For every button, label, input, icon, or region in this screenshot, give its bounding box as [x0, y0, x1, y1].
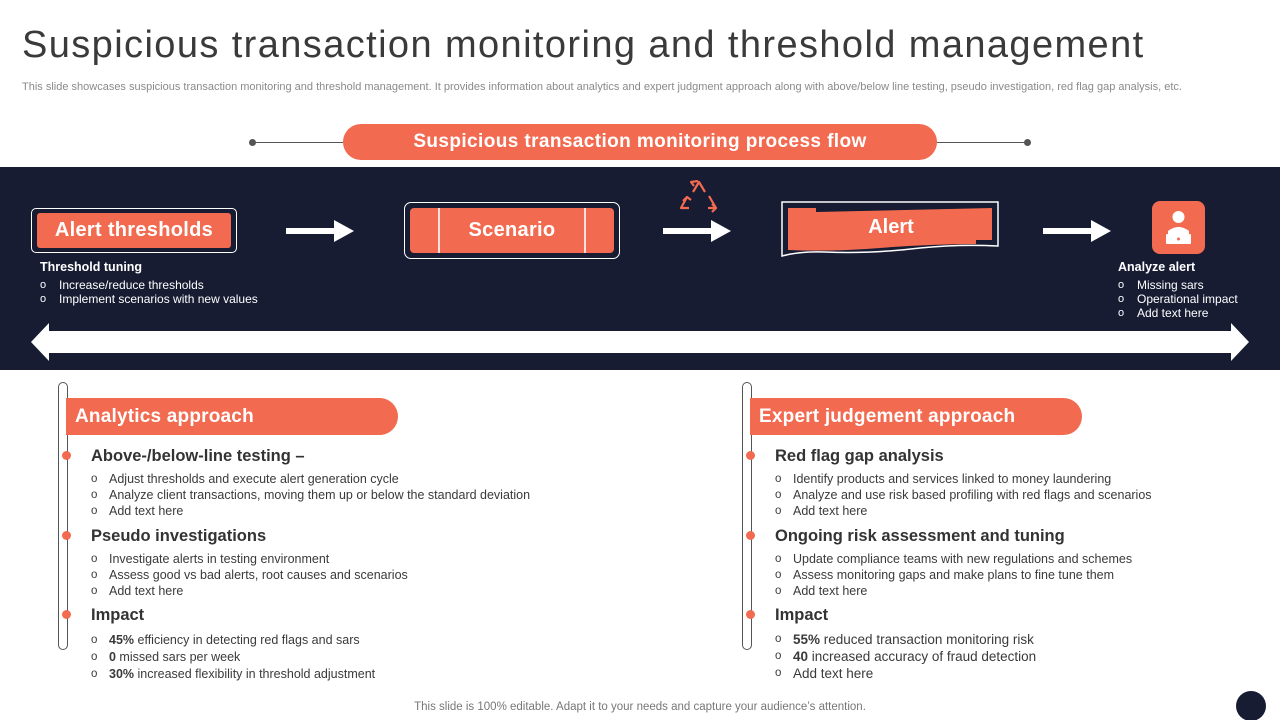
list-item: o Missing sars: [1118, 278, 1238, 292]
list-item: o 45% efficiency in detecting red flags and sars: [91, 632, 375, 649]
list-item: o Add text here: [775, 503, 1152, 519]
list-item: o Analyze client transactions, moving them up or below the standard deviation: [91, 487, 530, 503]
list-item: o Assess good vs bad alerts, root causes and scenarios: [91, 567, 408, 583]
bullet-dot: [746, 610, 755, 619]
right-arrow-icon: [286, 220, 356, 242]
flow-line-left: [253, 142, 345, 143]
expert-impact-title: Impact: [775, 606, 829, 624]
list-item: o Operational impact: [1118, 292, 1238, 306]
analytics-impact-list: [91, 632, 375, 683]
analytics-block-list: [91, 551, 408, 599]
list-item: o 0 missed sars per week: [91, 649, 375, 666]
analytics-impact-title: Impact: [91, 606, 145, 624]
page-subtitle: This slide showcases suspicious transaction monitoring and threshold management. It provides information about analytics and expert judgment approach along with above/below line testing, pseudo investigation, red flag gap analysis, etc.: [22, 81, 1182, 93]
bullet-dot: [62, 610, 71, 619]
bullet-dot: [746, 451, 755, 460]
analytics-block-list: [91, 471, 530, 519]
recycle-icon: [672, 178, 726, 220]
list-item: o Assess monitoring gaps and make plans to fine tune them: [775, 567, 1132, 583]
analyze-alert-list: [1118, 278, 1238, 320]
scenario-divider-left: [438, 208, 440, 253]
alert-thresholds-step: Alert thresholds: [37, 213, 231, 248]
page-title: Suspicious transaction monitoring and threshold management: [22, 24, 1145, 66]
list-item: o 55% reduced transaction monitoring risk: [775, 631, 1036, 648]
right-arrow-icon: [1043, 220, 1113, 242]
list-item: o Add text here: [91, 583, 408, 599]
analytics-heading: Analytics approach: [66, 398, 398, 435]
flow-line-dot-right: [1024, 139, 1031, 146]
list-item: o Add text here: [775, 583, 1132, 599]
flow-line-right: [935, 142, 1027, 143]
list-item: o Adjust thresholds and execute alert generation cycle: [91, 471, 530, 487]
alert-step: Alert: [868, 216, 914, 238]
bullet-dot: [62, 531, 71, 540]
list-item: o Analyze and use risk based profiling with red flags and scenarios: [775, 487, 1152, 503]
corner-circle-decoration: [1236, 691, 1266, 720]
threshold-tuning-list: [40, 278, 258, 306]
analyze-alert-title: Analyze alert: [1118, 260, 1196, 274]
list-item: o Add text here: [775, 665, 1036, 682]
list-item: o Add text here: [1118, 306, 1238, 320]
analytics-block-title: Pseudo investigations: [91, 527, 267, 545]
list-item: o Increase/reduce thresholds: [40, 278, 258, 292]
list-item: o Identify products and services linked to money laundering: [775, 471, 1152, 487]
list-item: o 40 increased accuracy of fraud detection: [775, 648, 1036, 665]
double-arrow-icon: [31, 323, 1249, 361]
list-item: o Add text here: [91, 503, 530, 519]
analyst-icon: [1152, 201, 1205, 254]
bullet-dot: [746, 531, 755, 540]
list-item: o Update compliance teams with new regulations and schemes: [775, 551, 1132, 567]
list-item: o 30% increased flexibility in threshold adjustment: [91, 666, 375, 683]
list-item: o Investigate alerts in testing environment: [91, 551, 408, 567]
expert-heading: Expert judgement approach: [750, 398, 1082, 435]
bullet-dot: [62, 451, 71, 460]
process-flow-heading: Suspicious transaction monitoring process flow: [343, 124, 937, 160]
scenario-step: Scenario: [410, 208, 614, 253]
threshold-tuning-title: Threshold tuning: [40, 260, 143, 274]
analytics-block-title: Above-/below-line testing –: [91, 447, 305, 465]
right-arrow-icon: [663, 220, 733, 242]
expert-block-list: [775, 551, 1132, 599]
expert-block-title: Red flag gap analysis: [775, 447, 944, 465]
expert-block-list: [775, 471, 1152, 519]
scenario-divider-right: [584, 208, 586, 253]
expert-impact-list: [775, 631, 1036, 682]
footer-note: This slide is 100% editable. Adapt it to your needs and capture your audience’s attention.: [414, 701, 866, 713]
expert-block-title: Ongoing risk assessment and tuning: [775, 527, 1065, 545]
list-item: o Implement scenarios with new values: [40, 292, 258, 306]
